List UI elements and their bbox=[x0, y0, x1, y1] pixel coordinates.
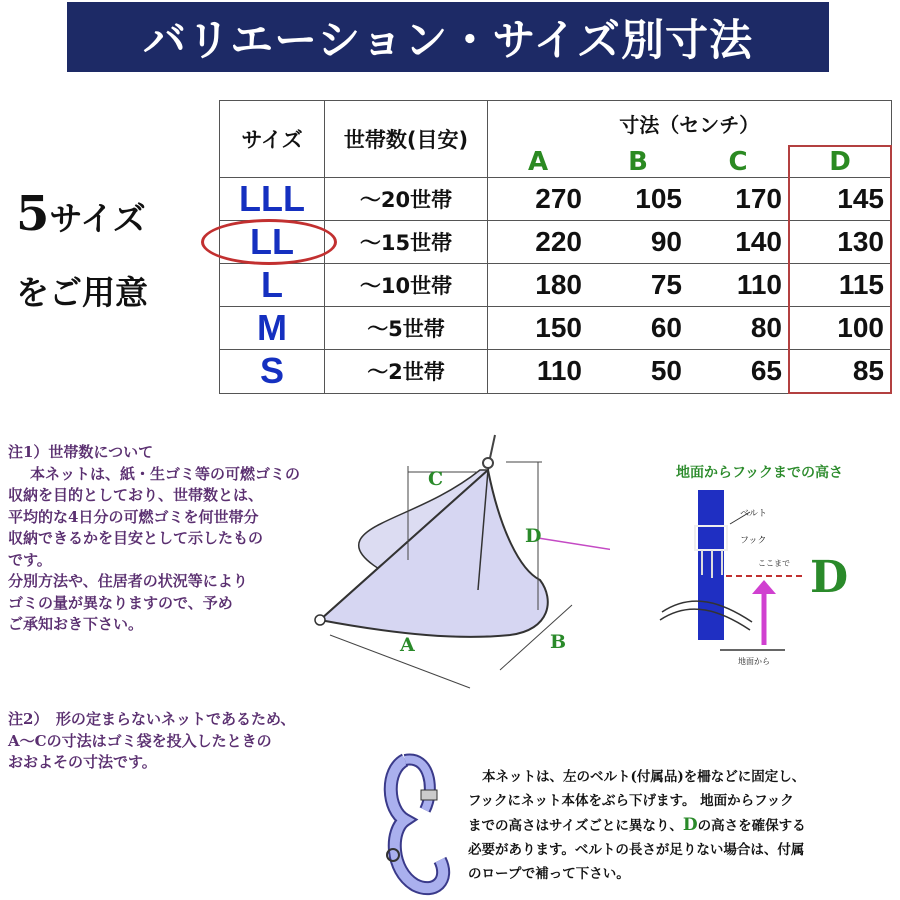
column-b-header: B bbox=[588, 146, 688, 178]
size-label: L bbox=[220, 264, 325, 307]
size-label: LLL bbox=[220, 178, 325, 221]
dim-b-value: 105 bbox=[588, 178, 688, 221]
note-2-line: おおよその寸法です。 bbox=[8, 753, 157, 771]
banner-title: バリエーション・サイズ別寸法 bbox=[143, 15, 753, 66]
column-c-header: C bbox=[688, 146, 789, 178]
hook-label: フック bbox=[740, 536, 767, 546]
belt-note-line: の高さを確保する bbox=[697, 818, 806, 834]
ll-highlight-oval bbox=[201, 219, 337, 265]
label-a: A bbox=[400, 634, 415, 656]
note-1 bbox=[8, 442, 328, 636]
net-diagram bbox=[310, 430, 610, 700]
note-1-line: 本ネットは、紙・生ゴミ等の可燃ゴミの bbox=[30, 464, 301, 483]
households-value: ～5世帯 bbox=[325, 307, 488, 350]
five-sizes-text: サイズ bbox=[49, 199, 146, 238]
households-value: ～10世帯 bbox=[325, 264, 488, 307]
note-1-line: 収納を目的としており、世帯数とは、 bbox=[8, 486, 264, 504]
households-value: ～15世帯 bbox=[325, 221, 488, 264]
dim-b-value: 50 bbox=[588, 350, 688, 394]
dim-d-value: 85 bbox=[789, 350, 891, 394]
dim-c-value: 140 bbox=[688, 221, 789, 264]
belt-illustration bbox=[375, 750, 465, 900]
label-c: C bbox=[428, 468, 444, 490]
to-here-label: ここまで bbox=[758, 559, 790, 568]
dim-a-value: 180 bbox=[488, 264, 589, 307]
dim-b-value: 75 bbox=[588, 264, 688, 307]
dim-a-value: 270 bbox=[488, 178, 589, 221]
note-2-line: 注2） 形の定まらないネットであるため、 bbox=[8, 710, 296, 728]
table-row bbox=[220, 307, 892, 350]
dim-c-value: 170 bbox=[688, 178, 789, 221]
note-1-line: です。 bbox=[8, 550, 52, 569]
five-number: 5 bbox=[16, 186, 50, 242]
dim-d-value: 145 bbox=[789, 178, 891, 221]
dim-b-value: 60 bbox=[588, 307, 688, 350]
label-b: B bbox=[550, 631, 567, 653]
belt-note-d: D bbox=[682, 815, 698, 835]
belt-note-line: 必要があります。ベルトの長さが足りない場合は、付属 bbox=[468, 842, 805, 858]
title-banner bbox=[67, 2, 829, 72]
column-a-header: A bbox=[488, 146, 589, 178]
big-d-label: D bbox=[810, 552, 849, 603]
belt-note-line: のロープで補って下さい。 bbox=[468, 866, 630, 882]
hook-height-diagram bbox=[640, 480, 890, 670]
size-label: S bbox=[220, 350, 325, 394]
households-value: ～20世帯 bbox=[325, 178, 488, 221]
dim-a-value: 150 bbox=[488, 307, 589, 350]
note-1-line: ご承知おき下さい。 bbox=[8, 615, 144, 633]
belt-note-line: までの高さはサイズごとに異なり、 bbox=[468, 818, 683, 834]
note-1-line: 平均的な4日分の可燃ゴミを何世帯分 bbox=[8, 507, 259, 526]
header-dimensions: 寸法（センチ） bbox=[488, 101, 892, 147]
dim-a-value: 110 bbox=[488, 350, 589, 394]
dim-b-value: 90 bbox=[588, 221, 688, 264]
dim-d-value: 130 bbox=[789, 221, 891, 264]
dim-d-value: 115 bbox=[789, 264, 891, 307]
note-2-line: A～Cの寸法はゴミ袋を投入したときの bbox=[8, 731, 272, 750]
header-households: 世帯数(目安) bbox=[325, 101, 488, 178]
size-label: M bbox=[220, 307, 325, 350]
note-1-line: 収納できるかを目安として示したもの bbox=[8, 529, 264, 547]
dim-a-value: 220 bbox=[488, 221, 589, 264]
hook-height-title: 地面からフックまでの高さ bbox=[676, 465, 844, 481]
size-label: LL bbox=[220, 221, 325, 264]
belt-note-line: フックにネット本体をぶら下げます。 地面からフック bbox=[468, 793, 794, 809]
dim-c-value: 110 bbox=[688, 264, 789, 307]
from-ground-label: 地面から bbox=[738, 657, 770, 666]
table-row bbox=[220, 350, 892, 394]
belt-label: ベルト bbox=[740, 509, 768, 519]
dim-d-value: 100 bbox=[789, 307, 891, 350]
note-1-line: ゴミの量が異なりますので、予め bbox=[8, 593, 233, 612]
available-text: をご用意 bbox=[16, 273, 148, 312]
belt-usage-note bbox=[468, 765, 888, 886]
column-d-header: D bbox=[789, 146, 891, 178]
header-size: サイズ bbox=[220, 101, 325, 178]
label-d: D bbox=[525, 525, 542, 547]
note-1-title: 注1）世帯数について bbox=[8, 443, 154, 461]
belt-note-line: 本ネットは、左のベルト(付属品)を柵などに固定し、 bbox=[482, 769, 806, 785]
dim-c-value: 80 bbox=[688, 307, 789, 350]
table-row bbox=[220, 178, 892, 221]
note-2 bbox=[8, 709, 338, 774]
dim-c-value: 65 bbox=[688, 350, 789, 394]
table-row bbox=[220, 264, 892, 307]
note-1-line: 分別方法や、住居者の状況等により bbox=[8, 572, 248, 590]
five-sizes-caption bbox=[16, 176, 206, 331]
households-value: ～2世帯 bbox=[325, 350, 488, 394]
